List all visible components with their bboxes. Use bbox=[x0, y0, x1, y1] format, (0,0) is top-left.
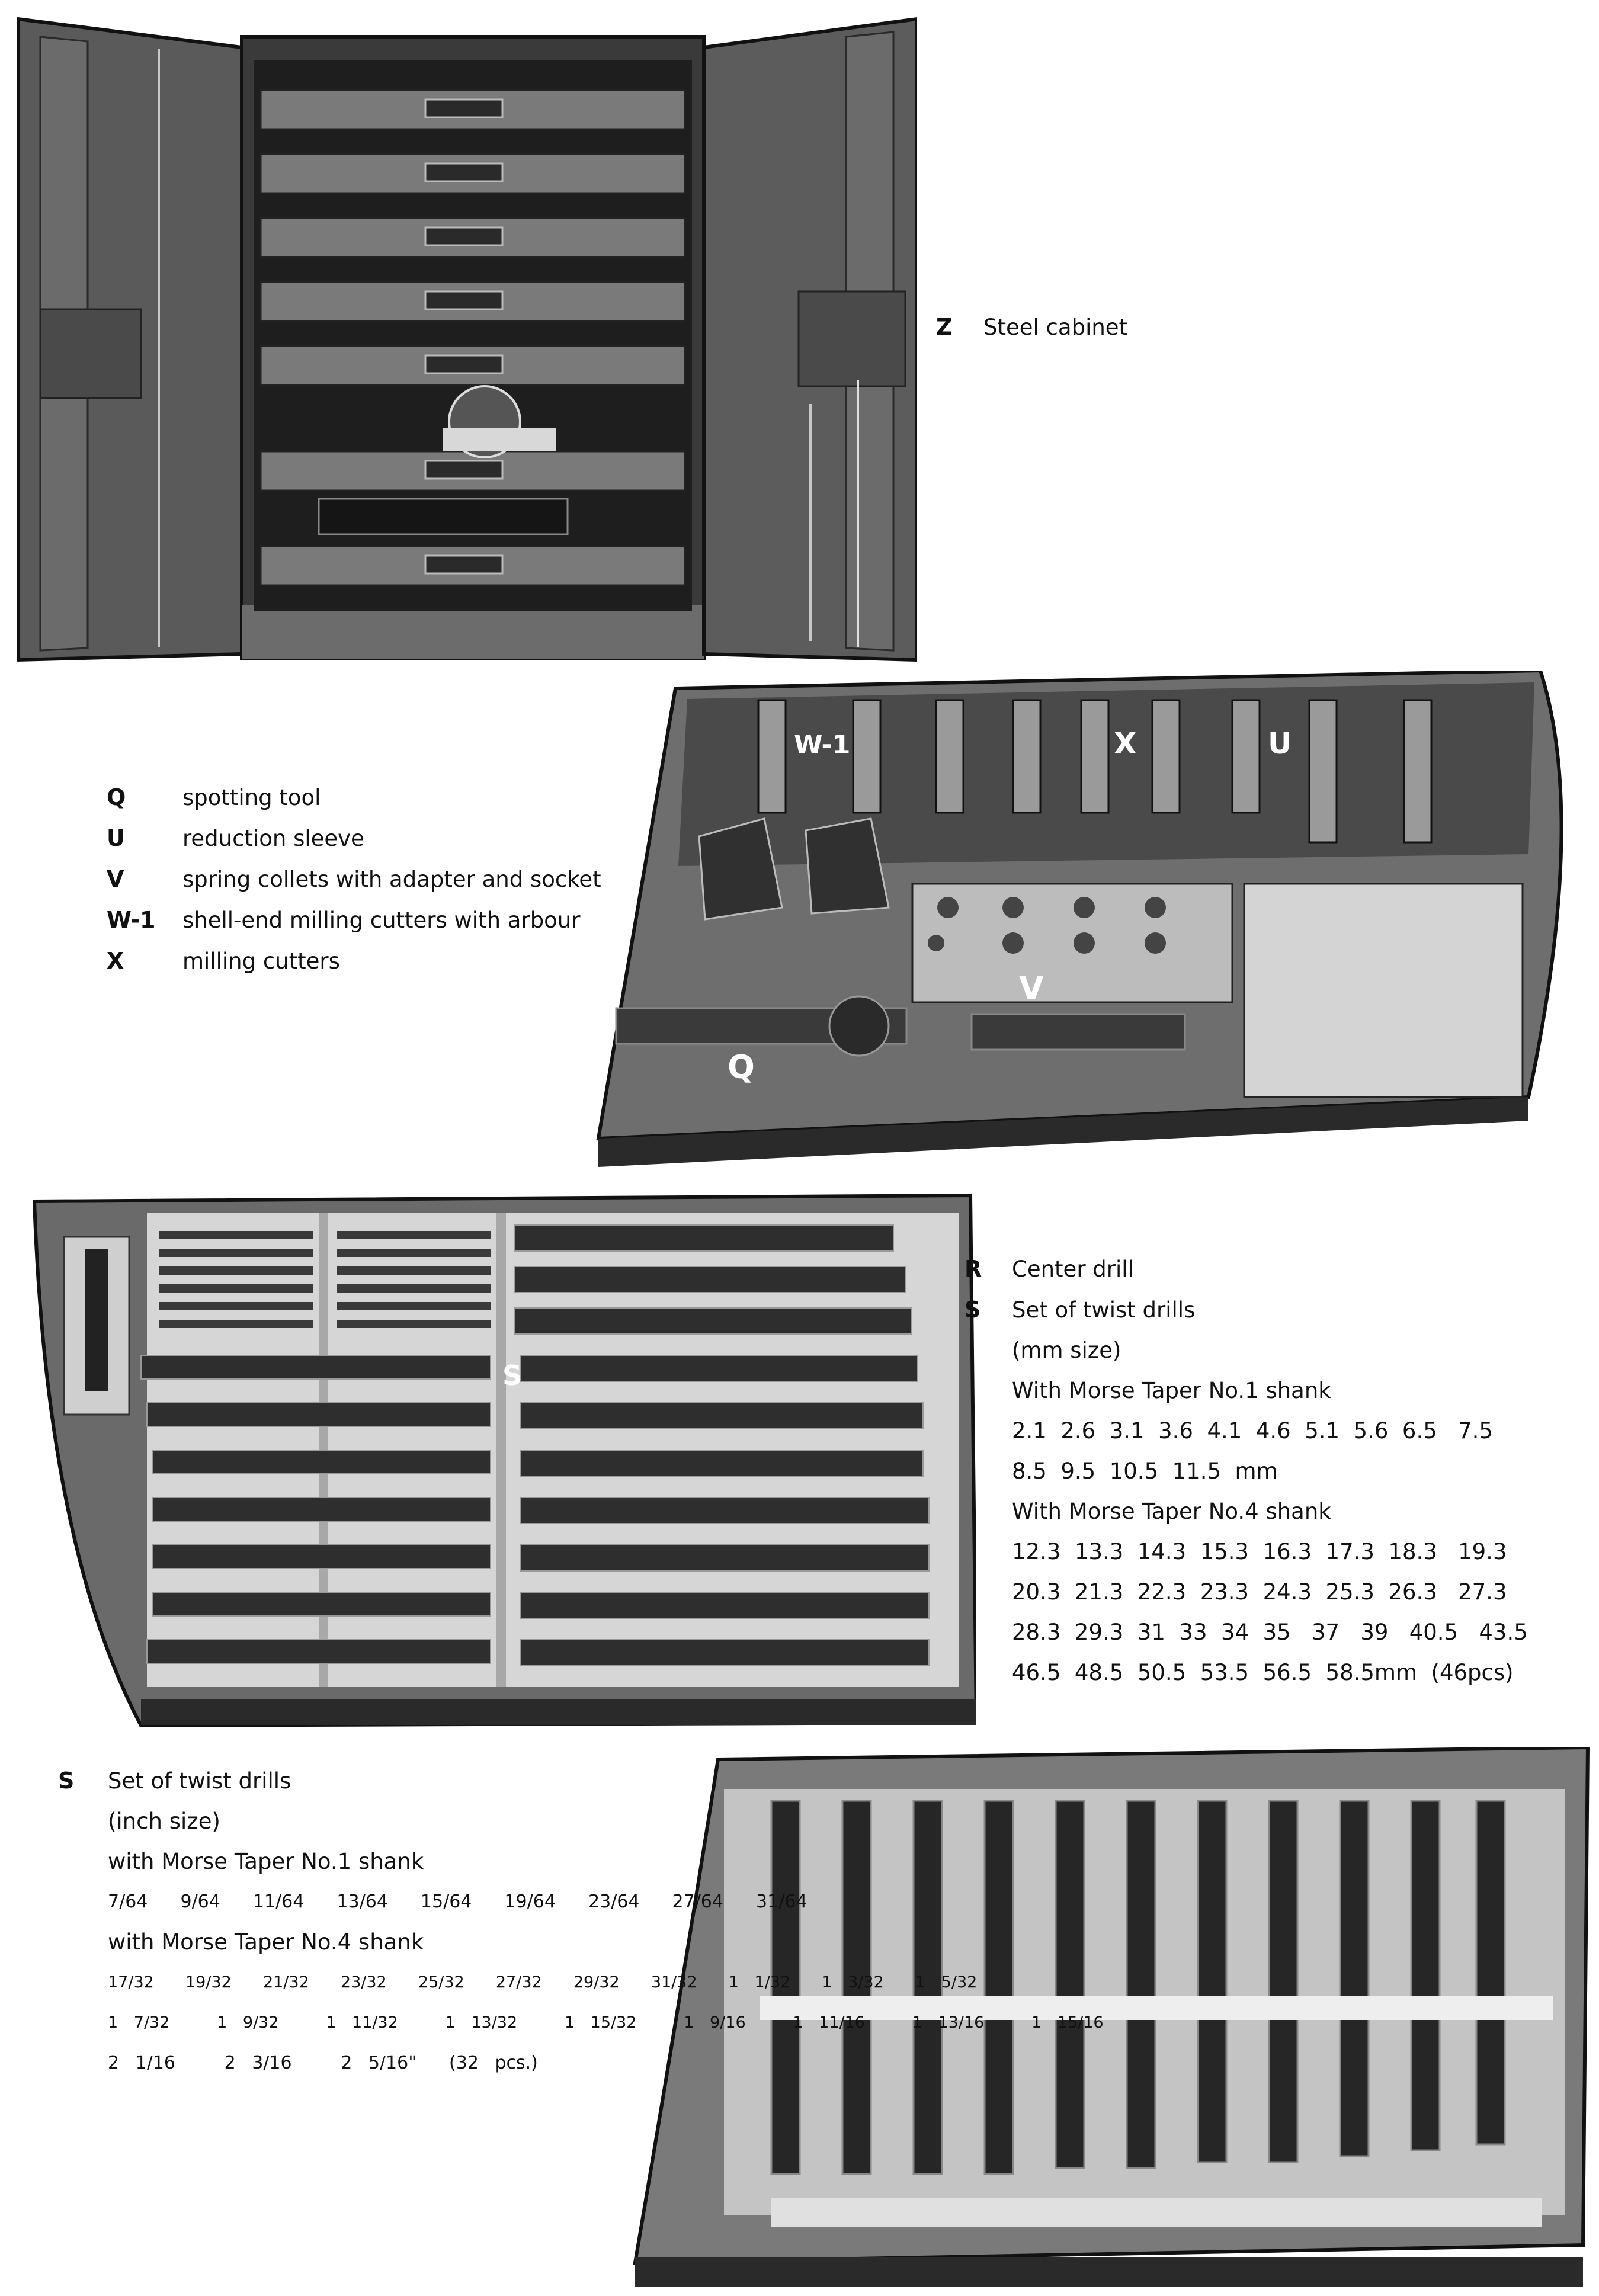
item-letter: R bbox=[964, 1256, 982, 1282]
caption-line: 28.3 29.3 31 33 34 35 37 39 40.5 43.5 bbox=[1012, 1620, 1528, 1645]
inch-drills-caption bbox=[58, 1761, 1104, 2083]
item-letter: V bbox=[107, 866, 124, 892]
caption-line: 1 7/32 1 9/32 1 11/32 1 13/32 1 15/32 1 9/16 1 11/16 1 13/16 1 15/16 bbox=[108, 2013, 1104, 2032]
item-text: Steel cabinet bbox=[983, 315, 1128, 340]
item-text: milling cutters bbox=[182, 948, 340, 974]
item-letter: W-1 bbox=[107, 907, 156, 933]
item-letter: S bbox=[58, 1768, 75, 1794]
caption-line: 2 1/16 2 3/16 2 5/16" (32 pcs.) bbox=[108, 2053, 538, 2073]
mm-drills-illustration bbox=[28, 1189, 976, 1734]
caption-line: With Morse Taper No.1 shank bbox=[1012, 1378, 1331, 1403]
item-text: Set of twist drills bbox=[1012, 1297, 1196, 1323]
item-text: shell-end milling cutters with arbour bbox=[182, 908, 581, 933]
caption-line: 7/64 9/64 11/64 13/64 15/64 19/64 23/64 27/64 31/64 bbox=[108, 1891, 807, 1912]
caption-line: 8.5 9.5 10.5 11.5 mm bbox=[1012, 1458, 1278, 1484]
item-text: spring collets with adapter and socket bbox=[182, 867, 601, 892]
label-u: U bbox=[1268, 726, 1292, 761]
caption-line: with Morse Taper No.4 shank bbox=[108, 1929, 424, 1955]
label-w1: W-1 bbox=[794, 730, 851, 760]
caption-line: with Morse Taper No.1 shank bbox=[108, 1849, 424, 1874]
caption-line: 20.3 21.3 22.3 23.3 24.3 25.3 26.3 27.3 bbox=[1012, 1579, 1507, 1605]
item-text: spotting tool bbox=[182, 785, 321, 810]
item-text: reduction sleeve bbox=[182, 826, 364, 851]
cabinet-photo bbox=[17, 13, 917, 662]
item-letter: Q bbox=[107, 784, 126, 810]
cabinet-illustration bbox=[17, 13, 917, 662]
mm-drills-caption bbox=[964, 1249, 1528, 1693]
caption-line: 2.1 2.6 3.1 3.6 4.1 4.6 5.1 5.6 6.5 7.5 bbox=[1012, 1418, 1493, 1444]
tool-set-caption bbox=[107, 777, 601, 982]
mm-drills-photo bbox=[28, 1189, 976, 1734]
caption-line: 17/32 19/32 21/32 23/32 25/32 27/32 29/32 31/32 1 1/32 1 3/32 1 5/32 bbox=[108, 1973, 978, 1992]
label-s: S bbox=[502, 1359, 523, 1391]
label-q: Q bbox=[728, 1048, 755, 1086]
cabinet-caption bbox=[936, 307, 1127, 348]
caption-line: 46.5 48.5 50.5 53.5 56.5 58.5mm (46pcs) bbox=[1012, 1660, 1514, 1685]
tool-set-illustration bbox=[581, 671, 1583, 1171]
caption-line: (mm size) bbox=[1012, 1338, 1121, 1363]
item-letter: Z bbox=[936, 314, 953, 340]
label-x: X bbox=[1114, 726, 1137, 761]
label-v: V bbox=[1019, 970, 1044, 1007]
item-letter: S bbox=[964, 1297, 981, 1323]
item-text: Center drill bbox=[1012, 1256, 1134, 1282]
item-letter: U bbox=[107, 825, 125, 851]
caption-line: (inch size) bbox=[108, 1808, 220, 1834]
caption-line: With Morse Taper No.4 shank bbox=[1012, 1499, 1331, 1524]
tool-set-photo bbox=[581, 671, 1583, 1171]
item-text: Set of twist drills bbox=[108, 1768, 291, 1794]
caption-line: 12.3 13.3 14.3 15.3 16.3 17.3 18.3 19.3 bbox=[1012, 1539, 1507, 1564]
item-letter: X bbox=[107, 948, 124, 974]
